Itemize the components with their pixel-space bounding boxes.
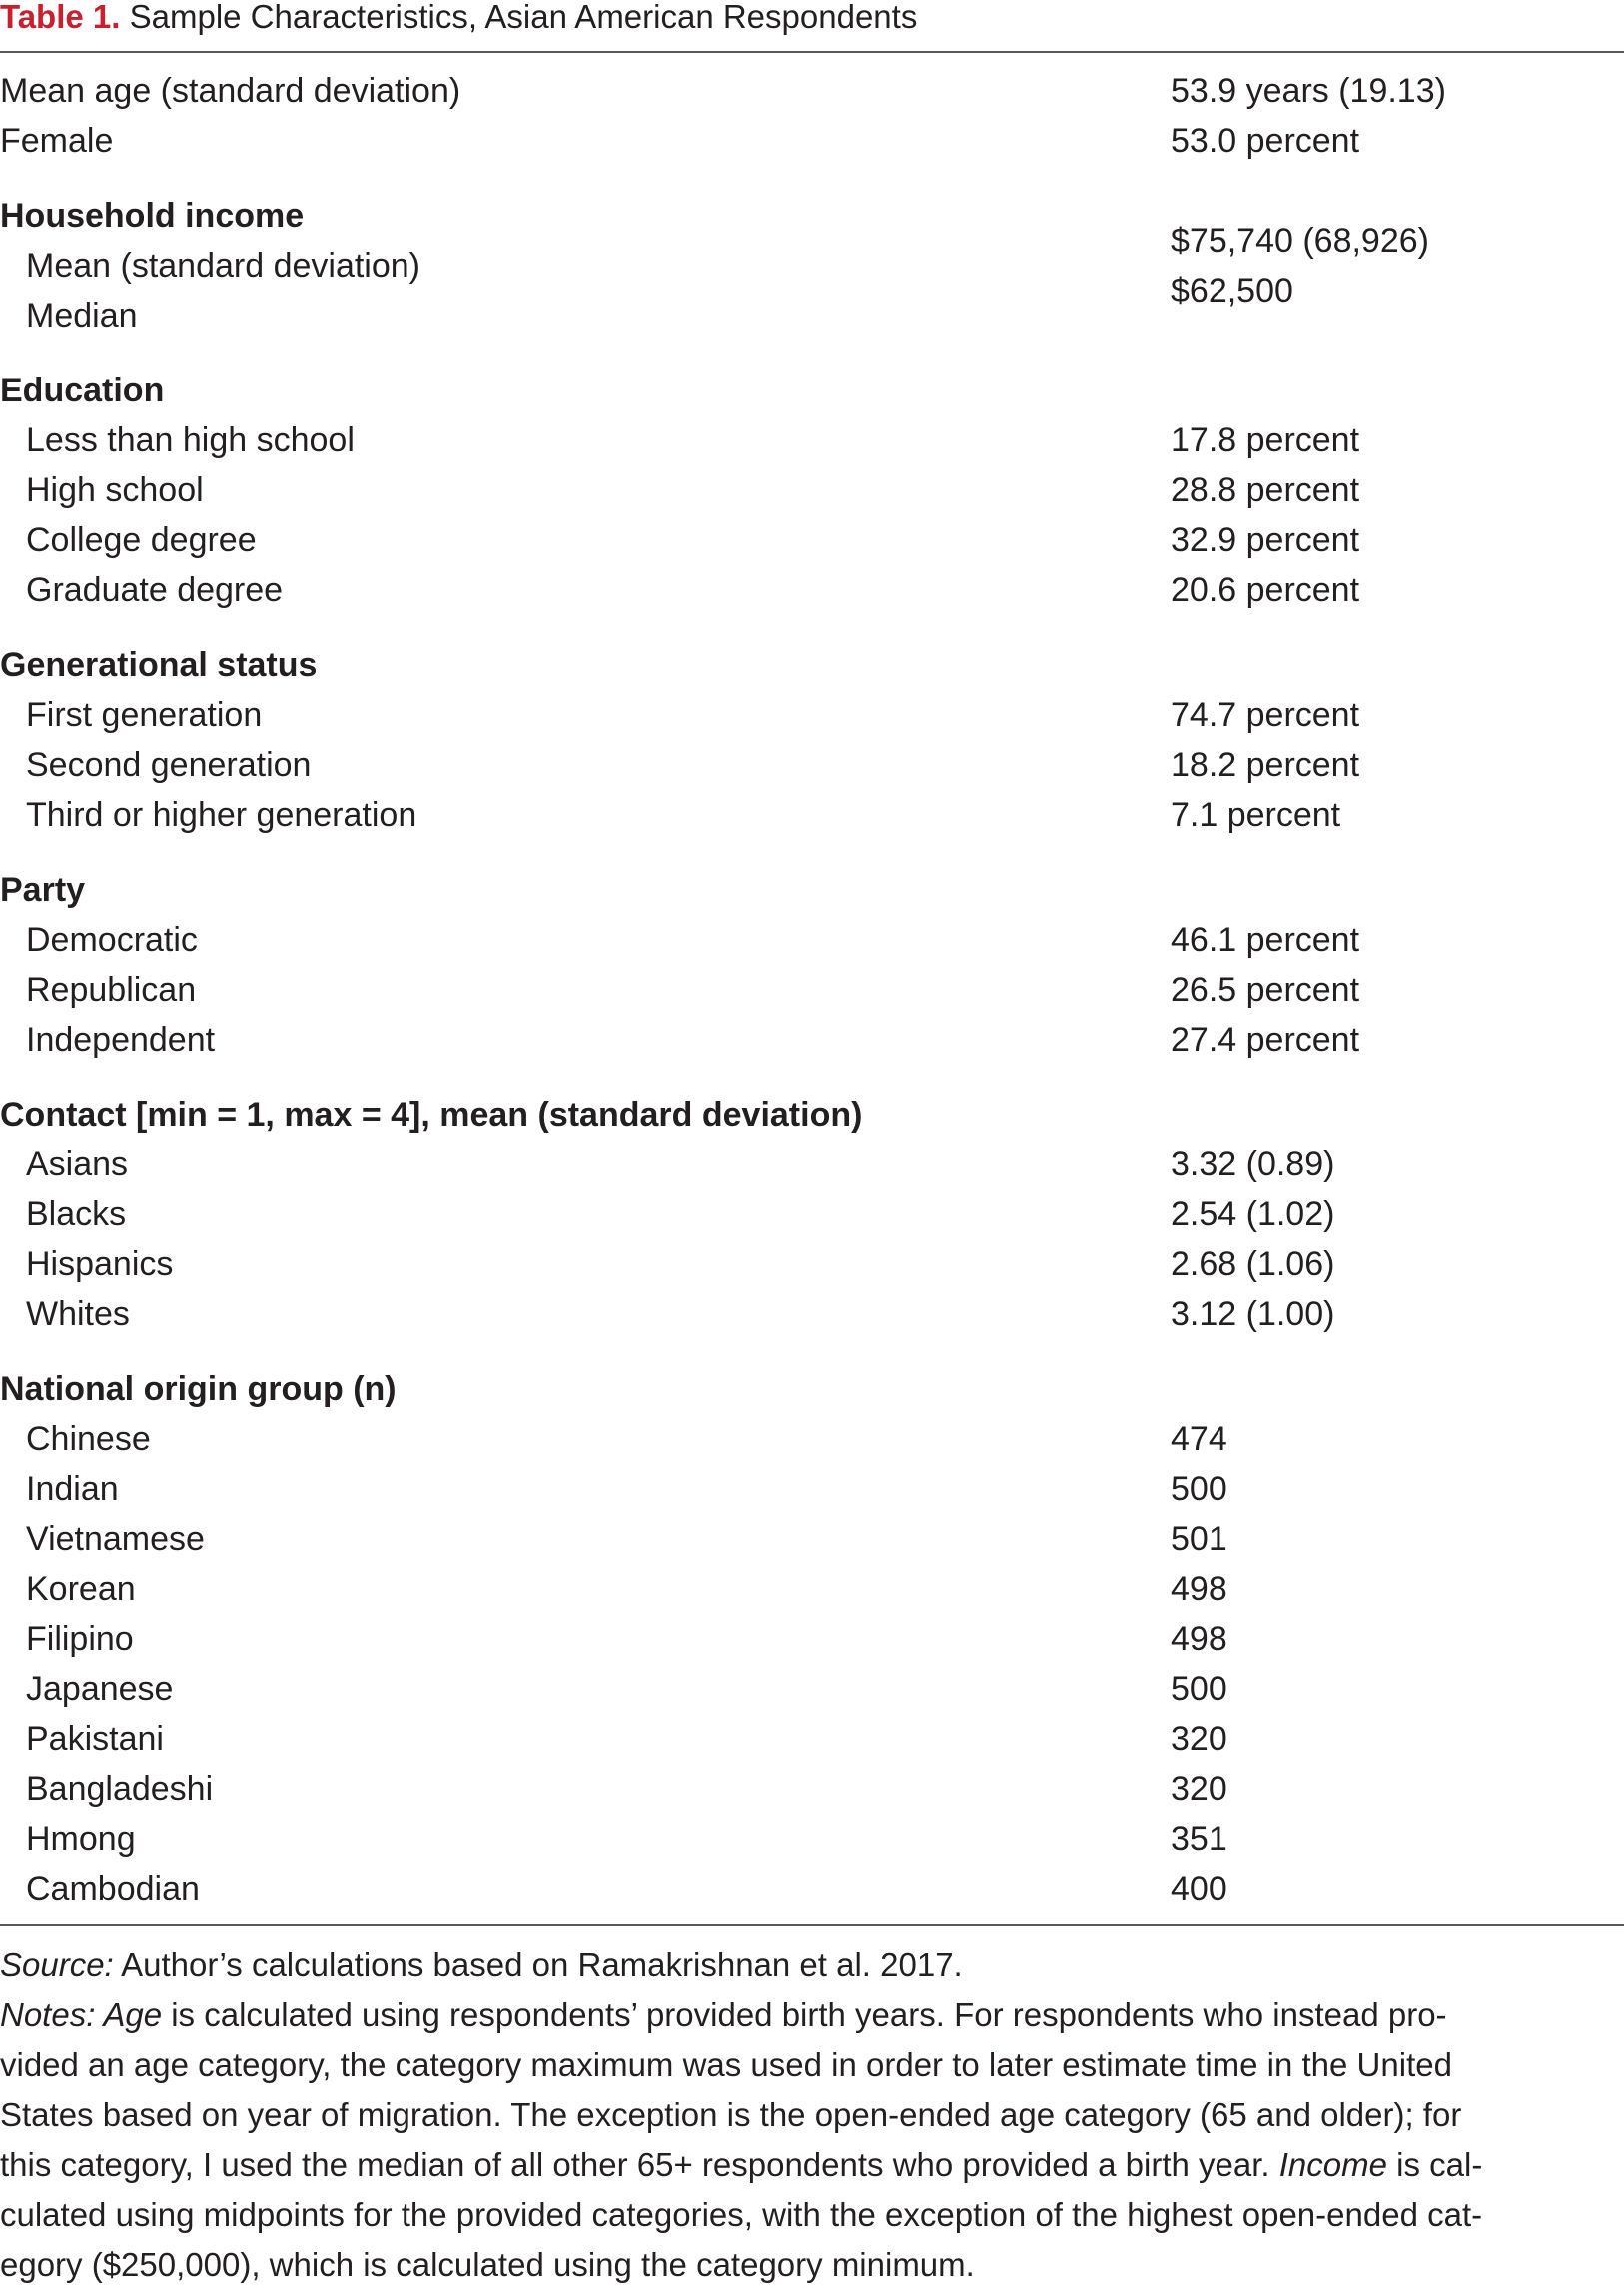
section-heading: Party [0,871,86,909]
table-row [0,1664,1624,1714]
row-label: Chinese [26,1420,151,1458]
table-row-female [0,116,1624,166]
row-value: 53.0 percent [1171,122,1360,160]
row-value: 3.12 (1.00) [1171,1295,1335,1333]
row-value: 474 [1171,1420,1227,1458]
table-row [0,565,1624,615]
row-label: Median [26,297,138,335]
table-number-label: Table 1. [0,0,121,35]
table-row [0,790,1624,840]
table-row [0,965,1624,1015]
row-label: Vietnamese [26,1520,205,1558]
row-value: 17.8 percent [1171,421,1360,459]
table-row [0,415,1624,465]
table-row-income-median-value [0,266,1624,316]
notes-text-4b: is cal- [1386,2146,1483,2183]
notes-line-3: States based on year of migration. The exception is the open-ended age category (65 and older); for [0,2096,1462,2133]
income-term: Income [1278,2146,1387,2183]
source-note [0,1940,1618,1990]
row-value: 3.32 (0.89) [1171,1145,1335,1183]
row-label: Bangladeshi [26,1770,214,1808]
row-value: 27.4 percent [1171,1021,1360,1059]
section-heading-national-origin [0,1364,1624,1414]
row-label: Independent [26,1021,216,1059]
notes-label: Notes: [0,1996,104,2033]
row-label: Female [0,122,114,160]
table-row [0,515,1624,565]
table-row [0,915,1624,965]
row-label: Republican [26,971,197,1009]
section-heading: Generational status [0,646,318,684]
row-value: 500 [1171,1470,1227,1508]
table-row [0,1614,1624,1664]
row-label: Pakistani [26,1720,164,1758]
source-text: Author’s calculations based on Ramakrishnan et al. 2017. [113,1946,963,1983]
table-row [0,1239,1624,1289]
row-label: Cambodian [26,1870,200,1908]
row-label: Second generation [26,746,312,784]
table-row-mean-age [0,66,1624,116]
table-row-income-mean-value [0,216,1624,266]
row-value: 500 [1171,1670,1227,1708]
notes-text-1: is calculated using respondents’ provided birth years. For respondents who instead pro- [162,1996,1447,2033]
top-rule [0,51,1624,53]
section-heading: Household income [0,197,305,235]
source-label: Source: [0,1946,114,1983]
table-row [0,465,1624,515]
table-row [0,1289,1624,1339]
table-row [0,1015,1624,1065]
table-row [0,1464,1624,1514]
table-row [0,1140,1624,1189]
row-value: 74.7 percent [1171,696,1360,734]
row-label: Graduate degree [26,571,284,609]
table-row [0,690,1624,740]
section-heading-contact [0,1090,1624,1140]
table-row [0,1564,1624,1614]
row-value: 7.1 percent [1171,796,1341,834]
row-label: Korean [26,1570,136,1608]
row-label: Filipino [26,1620,134,1658]
table-caption [0,0,917,40]
row-label: High school [26,471,204,509]
row-value: 18.2 percent [1171,746,1360,784]
row-label: Hispanics [26,1245,174,1283]
table-row [0,1714,1624,1764]
section-heading: Education [0,372,165,409]
section-heading-party [0,865,1624,915]
table-row [0,1864,1624,1913]
notes-line-1 [0,1990,1618,2040]
table-footnotes [0,1940,1618,2290]
table-title: Sample Characteristics, Asian American Respondents [129,0,918,35]
table-row [0,1189,1624,1239]
row-value: 2.68 (1.06) [1171,1245,1335,1283]
table-row [0,1414,1624,1464]
notes-line-5: culated using midpoints for the provided categories, with the exception of the highest open-ended cat- [0,2196,1483,2233]
row-label: Whites [26,1295,130,1333]
row-value: 32.9 percent [1171,521,1360,559]
row-value: 351 [1171,1820,1227,1858]
row-label: Mean (standard deviation) [26,247,421,285]
row-label: Indian [26,1470,119,1508]
row-label: Less than high school [26,421,355,459]
bottom-rule [0,1924,1624,1926]
section-heading-generational-status [0,640,1624,690]
row-value: 501 [1171,1520,1227,1558]
row-value: 498 [1171,1570,1227,1608]
row-value: 26.5 percent [1171,971,1360,1009]
row-value: 46.1 percent [1171,921,1360,959]
notes-line-6: egory ($250,000), which is calculated using the category minimum. [0,2246,975,2283]
table-row [0,740,1624,790]
row-label: Blacks [26,1195,127,1233]
row-value: 28.8 percent [1171,471,1360,509]
row-value: 20.6 percent [1171,571,1360,609]
row-value: $75,740 (68,926) [1171,222,1429,260]
row-label: College degree [26,521,257,559]
notes-line-2: vided an age category, the category maximum was used in order to later estimate time in the United [0,2046,1452,2083]
row-value: 53.9 years (19.13) [1171,72,1446,110]
section-heading: National origin group (n) [0,1370,397,1408]
notes-text-4a: this category, I used the median of all other 65+ respondents who provided a birth year. [0,2146,1279,2183]
row-value: 400 [1171,1870,1227,1908]
table-row [0,1514,1624,1564]
row-label: Democratic [26,921,198,959]
row-value: 2.54 (1.02) [1171,1195,1335,1233]
row-label: Third or higher generation [26,796,417,834]
row-value: 320 [1171,1720,1227,1758]
section-heading: Contact [min = 1, max = 4], mean (standard deviation) [0,1096,863,1134]
row-value: $62,500 [1171,272,1293,310]
table-row [0,1814,1624,1864]
row-label: Japanese [26,1670,174,1708]
row-label: Mean age (standard deviation) [0,72,461,110]
row-value: 498 [1171,1620,1227,1658]
section-heading-education [0,366,1624,415]
row-label: Asians [26,1145,129,1183]
row-label: First generation [26,696,263,734]
age-term: Age [103,1996,163,2033]
row-label: Hmong [26,1820,136,1858]
notes-line-4 [0,2140,1618,2190]
row-value: 320 [1171,1770,1227,1808]
table-row [0,1764,1624,1814]
